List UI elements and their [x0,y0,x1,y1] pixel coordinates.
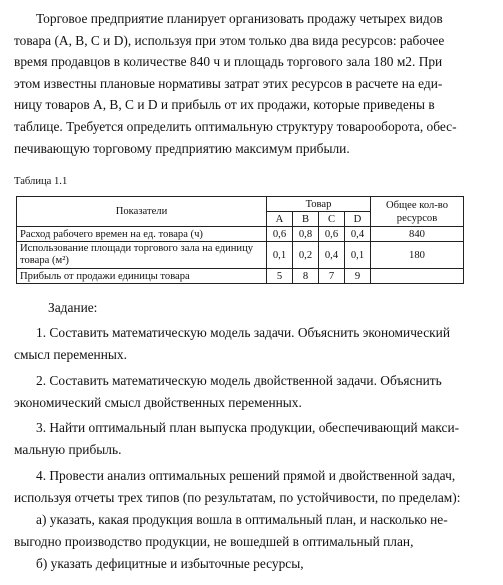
cell-value: 0,4 [319,242,345,269]
task-item [14,417,494,461]
intro-line: Торговое предприятие планирует организовать продажу четырех видов [36,11,443,26]
task-line: смысл переменных. [14,347,127,362]
task-line: 1. Составить математическую модель задачи. Объяснить экономический [36,325,450,340]
table-row [17,269,464,284]
cell-total: 840 [371,227,464,242]
task-line: 2. Составить математическую модель двойственной задачи. Объяснить [36,373,442,388]
cell-total: 180 [371,242,464,269]
cell-total [371,269,464,284]
intro-line: время продавцов в количестве 840 ч и площадь торгового зала 180 м2. При [14,54,443,70]
row-label: Использование площади торгового зала на единицу товара (м²) [17,242,267,269]
task-item [14,322,494,366]
task-line: 3. Найти оптимальный план выпуска продукции, обеспечивающий макси- [36,420,460,435]
task-title: Задание: [48,300,98,315]
task-line: экономический смысл двойственных переменных. [14,395,302,410]
cell-value: 5 [267,269,293,284]
intro-paragraph [14,8,494,159]
task-item [14,370,494,414]
header-good-a: A [267,212,293,227]
header-good-d: D [345,212,371,227]
cell-value: 0,6 [267,227,293,242]
table-row [17,242,464,269]
task-line: 4. Провести анализ оптимальных решений прямой и двойственной задач, [36,468,456,483]
cell-value: 0,8 [293,227,319,242]
intro-line: таблице. Требуется определить оптимальную структуру товарооборота, обес- [14,118,457,134]
cell-value: 9 [345,269,371,284]
header-total: Общее кол-во ресурсов [371,197,464,227]
row-label: Прибыль от продажи единицы товара [17,269,267,284]
cell-value: 7 [319,269,345,284]
resource-table [16,196,464,284]
task-line: а) указать, какая продукция вошла в оптимальный план, и насколько не- [36,512,448,527]
task-line: выгодно производство продукции, не вошедшей в оптимальный план, [14,534,414,549]
cell-value: 8 [293,269,319,284]
cell-value: 0,6 [319,227,345,242]
table-caption: Таблица 1.1 [14,176,68,187]
table-row [17,227,464,242]
task-line: используя отчеты трех типов (по результатам, по устойчивости, по пределам): [14,490,461,505]
task-item [14,465,494,575]
cell-value: 0,1 [267,242,293,269]
intro-line: ницу товаров A, B, C и D и прибыль от их продажи, которые приведены в [14,97,435,113]
task-line: мальную прибыль. [14,442,122,457]
header-goods: Товар [267,197,371,212]
intro-line: печивающую торговому предприятию максимум прибыли. [14,140,350,156]
header-good-b: B [293,212,319,227]
intro-line: этом известны плановые нормативы затрат этих ресурсов в расчете на еди- [14,75,443,91]
task-line: б) указать дефицитные и избыточные ресурсы, [36,556,304,571]
cell-value: 0,4 [345,227,371,242]
header-indicators: Показатели [17,197,267,227]
header-good-c: C [319,212,345,227]
row-label: Расход рабочего времен на ед. товара (ч) [17,227,267,242]
cell-value: 0,2 [293,242,319,269]
intro-line: товара (A, B, C и D), используя при этом только два вида ресурсов: рабочее [14,32,445,48]
cell-value: 0,1 [345,242,371,269]
